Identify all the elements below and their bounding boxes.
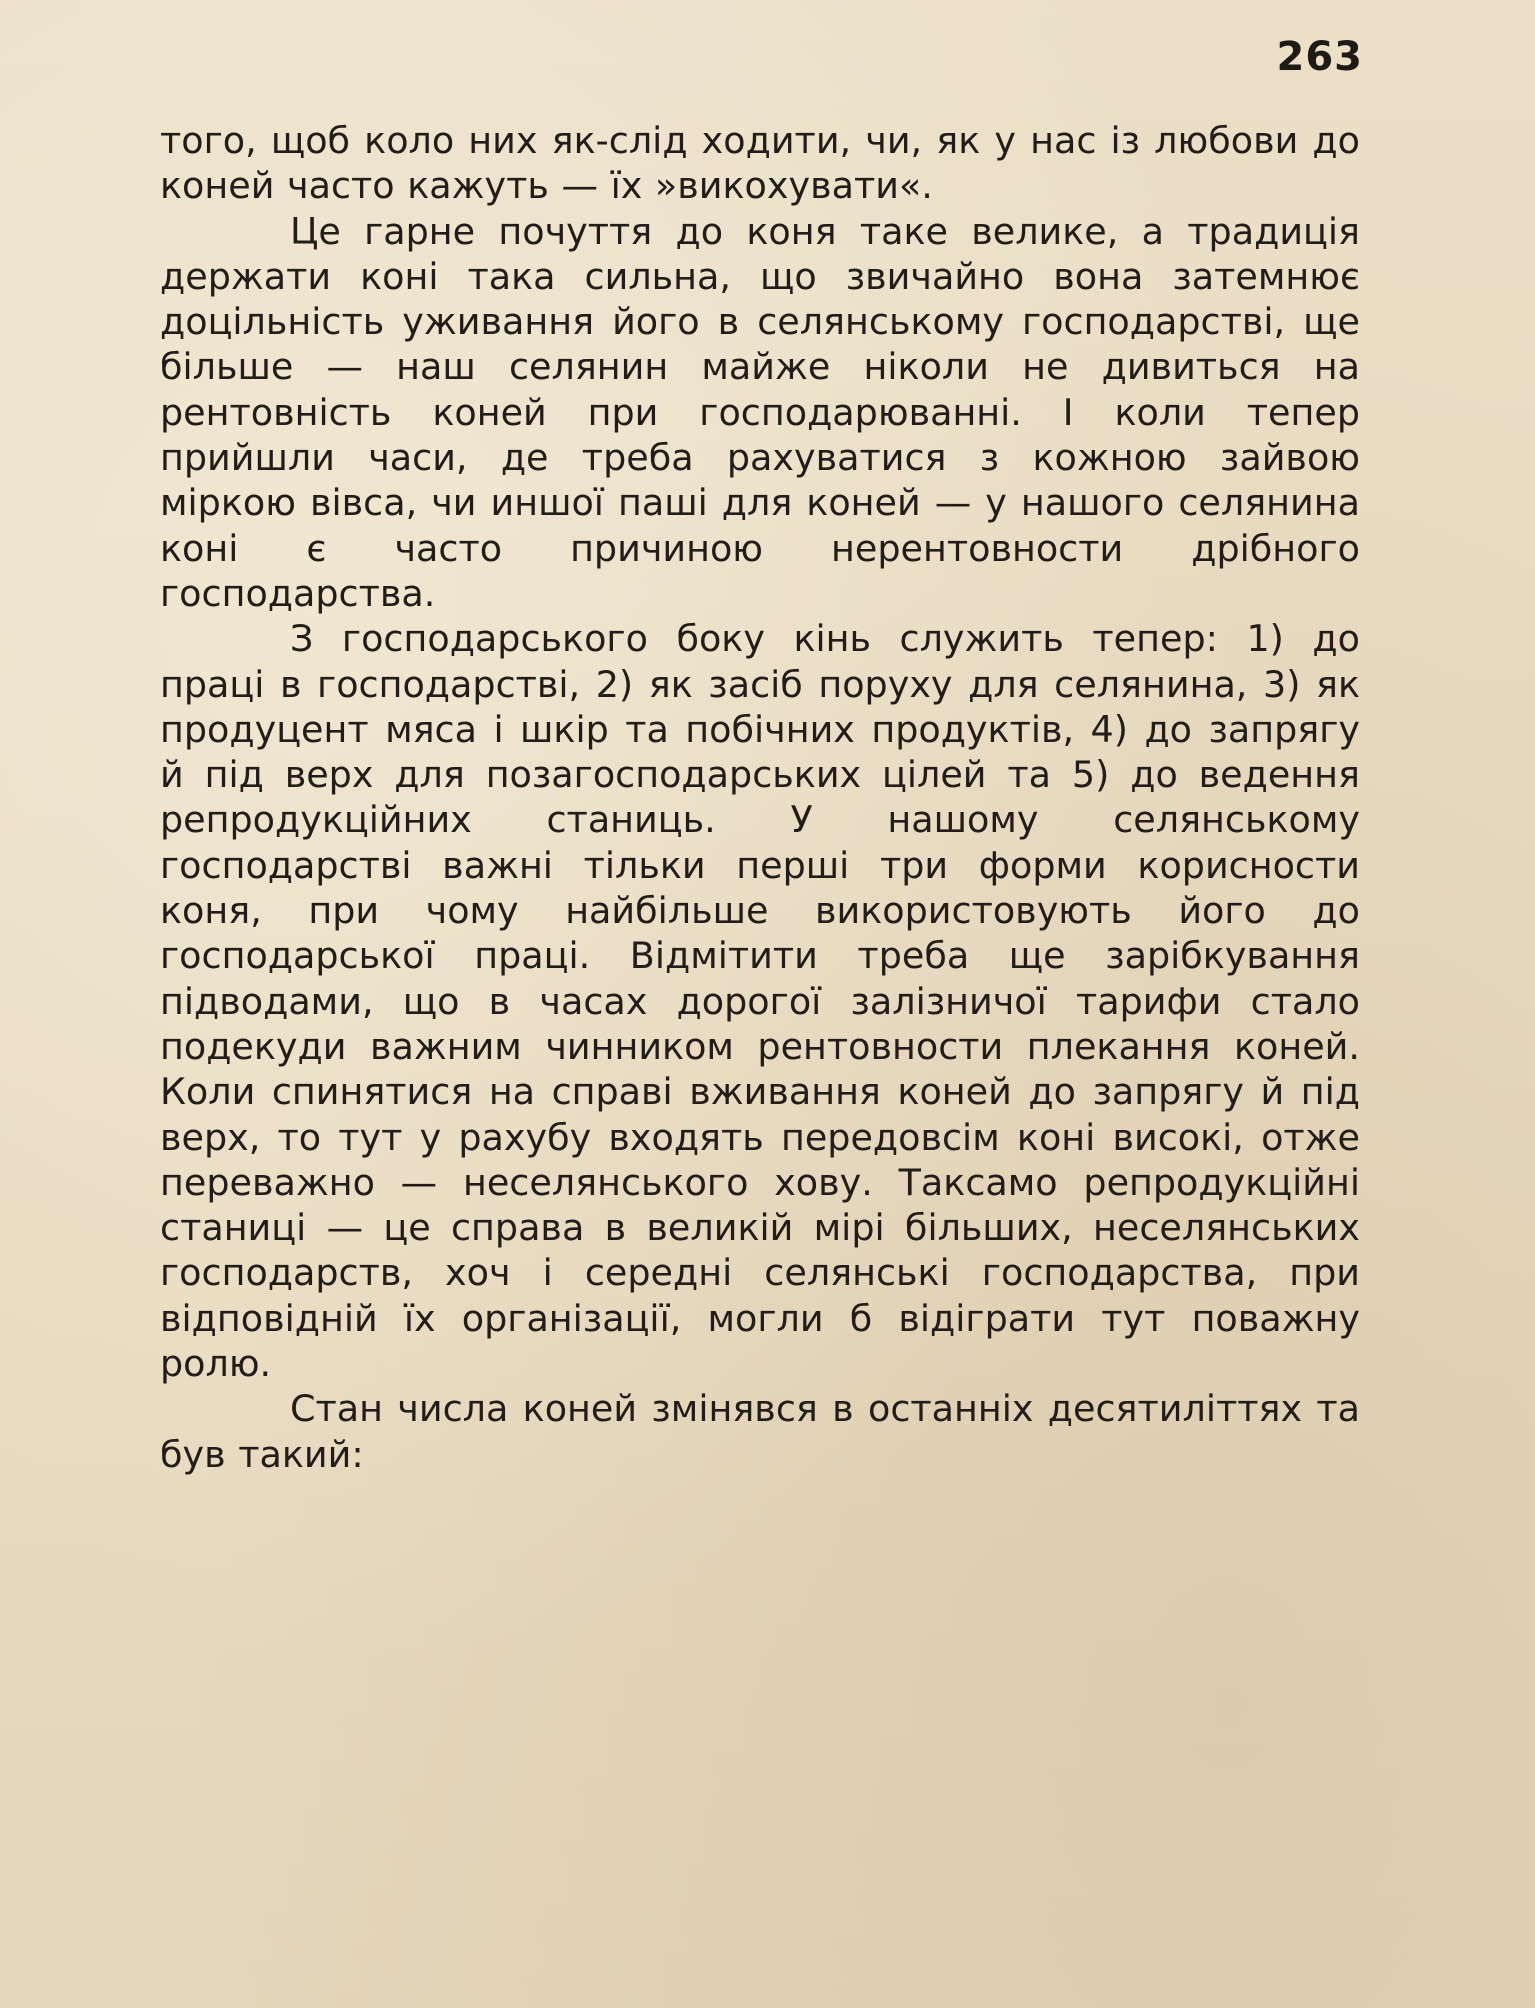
paragraph-2: Це гарне почуття до коня таке велике, а традиція держати коні така сильна, що звичайно вона затемнює доцільність уживання його в селянському господарстві, ще більше — наш селянин майже ніколи не дивиться на рентовність коней при господарюванні. І коли тепер прийшли часи, де треба рахуватися з кожною зайвою міркою вівса, чи иншої паші для коней — у нашого селянина коні є часто причиною нерентовности дрібного господарства. (160, 209, 1360, 615)
paragraph-3: З господарського боку кінь служить тепер: 1) до праці в господарстві, 2) як засіб поруху для селянина, 3) як продуцент мяса і шкір та побічних продуктів, 4) до запрягу й під верх для позагосподарських цілей та 5) до ведення репродукційних станиць. У нашому селянському господарстві важні тільки перші три форми корисности коня, при чому найбільше використовують його до господарської праці. Відмітити треба ще зарібкування підводами, що в часах дорогої залізничої тарифи стало подекуди важним чинником рентовности плекання коней. Коли спинятися на справі вживання коней до запрягу й під верх, то тут у рахубу входять передовсім коні високі, отже переважно — неселянського хову. Таксамо репродукційні станиці — це справа в великій мірі більших, неселянських господарств, хоч і середні селянські господарства, при відповідній їх організації, могли б відіграти тут поважну ролю. (160, 617, 1360, 1386)
paragraph-1: того, щоб коло них як-слід ходити, чи, як у нас із любови до коней часто кажуть — їх »викохувати«. (160, 119, 1360, 208)
body-text (160, 118, 1360, 1477)
paragraph-4: Стан числа коней змінявся в останніх десятиліттях та був такий: (160, 1387, 1360, 1476)
page-number: 263 (1276, 34, 1363, 80)
